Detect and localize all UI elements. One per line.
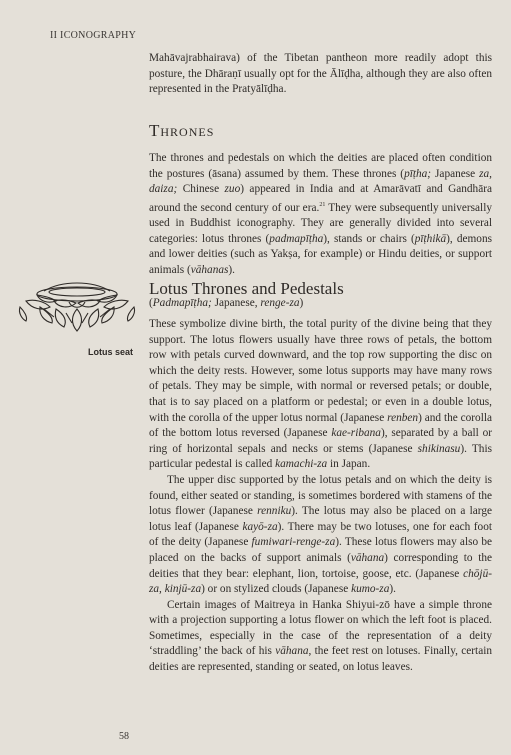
lotus-paragraph-1: These symbolize divine birth, the total purity of the divine being that they support. The lotus flowers usually have three rows of petals, the bottom row with petals curved downward, and the top row supporting the disc on which the deity rests. However, some lotus supports may have many rows of petals. They may be simple, with normal or reversed petals; or double, that is to say placed on a platform or pedestal; or even in a double lotus, with the corolla of the upper lotus normal (Japanese renben) and the corolla of the bottom lotus reversed (Japanese kae-ribana), separated by a ball or ring of horizontal sepals and necks or stems (Japanese shikinasu). This particular pedestal is called kamachi-za in Japan. <box>149 318 493 471</box>
lotus-seat-illustration <box>14 277 140 333</box>
lotus-section <box>149 317 492 676</box>
section-subtitle: (Padmapīṭha; Japanese, renge-za) <box>149 297 304 309</box>
figure-caption: Lotus seat <box>88 347 134 357</box>
section-heading-thrones: Thrones <box>149 121 215 140</box>
intro-paragraph-block <box>149 51 492 98</box>
running-head: II ICONOGRAPHY <box>50 30 137 41</box>
page-number: 58 <box>119 731 129 742</box>
section-heading-lotus-thrones: Lotus Thrones and Pedestals <box>149 279 344 298</box>
thrones-paragraph: The thrones and pedestals on which the deities are placed often condition the postures (āsana) assumed by them. These thrones (pīṭha; Japanese za, daiza; Chinese zuo) appeared in India and at Amarāvatī and Gandhāra around the second century of our era.$^{21}$ They were subsequently universally used in Buddhist iconography. They are generally divided into several categories: lotus thrones (padmapīṭha), stands or chairs (pīṭhikā), demons and lower deities (such as Yakṣa, for example) or Hindu deities, or support animals (vāhanas). <box>149 152 493 276</box>
footnote-ref[interactable]: 21 <box>319 201 326 208</box>
lotus-paragraph-3: Certain images of Maitreya in Hanka Shiyui-zō have a simple throne with a projection supporting a lotus flower on which the left foot is placed. Sometimes, especially in the case of the representation of a deity ‘straddling’ the back of his vāhana, the feet rest on lotuses. Finally, certain deities are represented, standing or seated, on lotus leaves. <box>149 598 492 674</box>
intro-paragraph: Mahāvajrabhairava) of the Tibetan pantheon more readily adopt this posture, the Dhāraṇī usually opt for the Ālīḍha, although they are also often represented in the Pratyālīḍha. <box>149 52 492 96</box>
lotus-paragraph-2: The upper disc supported by the lotus petals and on which the deity is found, either seated or standing, is sometimes bordered with stamens of the lotus flower (Japanese renniku). The lotus may also be placed on a large lotus leaf (Japanese kayō-za). There may be two lotuses, one for each foot of the deity (Japanese fumiwari-renge-za). These lotus flowers may also be placed on the backs of support animals (vāhana) corresponding to the deities that they bear: elephant, lion, tortoise, goose, etc. (Japanese chōjū-za, kinjū-za) or on stylized clouds (Japanese kumo-za). <box>149 473 492 596</box>
thrones-section <box>149 151 492 279</box>
